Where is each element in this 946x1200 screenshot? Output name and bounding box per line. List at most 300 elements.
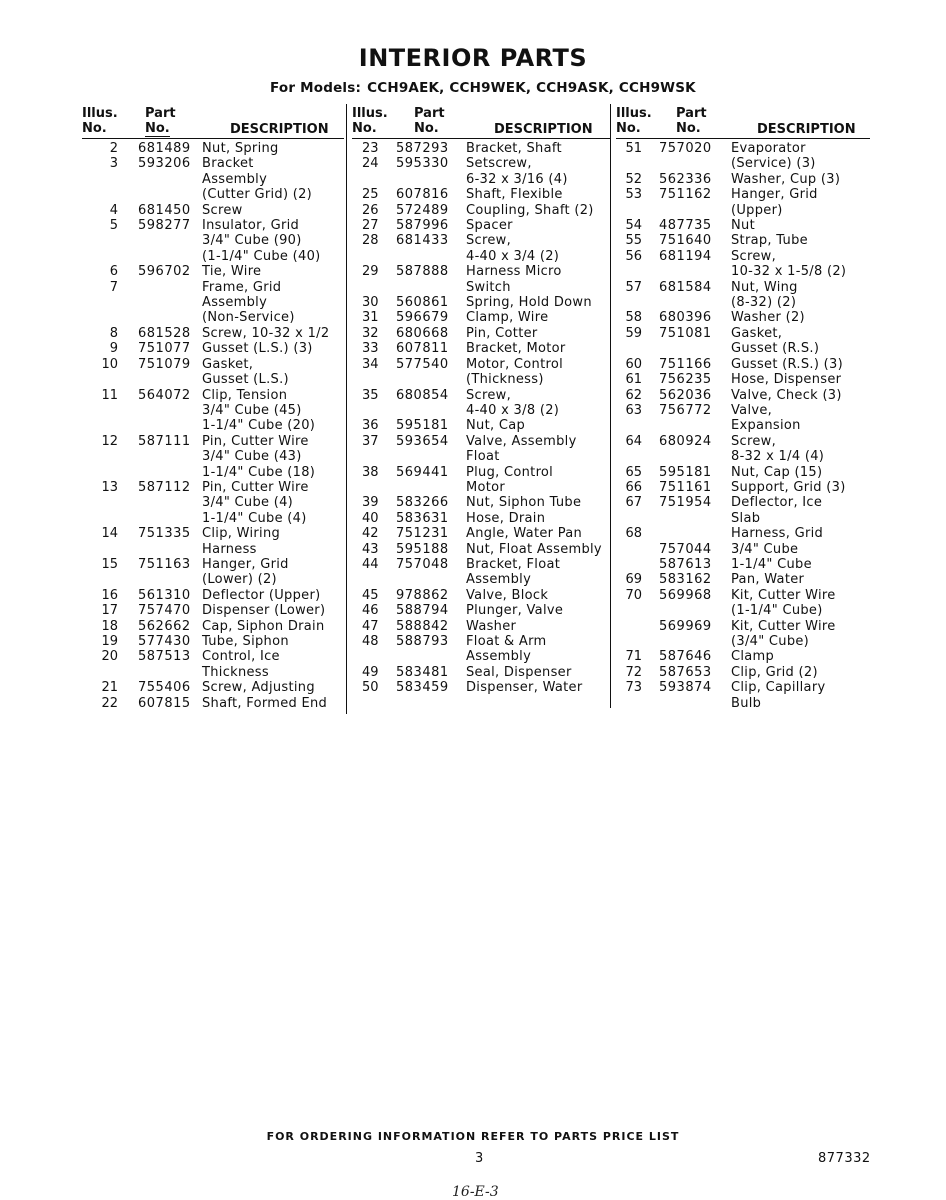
part-description: Nut, Cap (15) — [731, 464, 823, 480]
illus-number: 63 — [625, 402, 642, 418]
parts-row — [616, 326, 870, 341]
part-description: Pan, Water — [731, 572, 805, 588]
part-number: 569441 — [396, 464, 449, 480]
part-number: 595181 — [396, 418, 449, 434]
part-description: Pin, Cutter Wire — [202, 479, 309, 495]
part-description: Spring, Hold Down — [466, 295, 592, 311]
parts-row — [352, 326, 610, 341]
parts-row — [616, 372, 870, 387]
illus-number — [82, 542, 121, 557]
illus-number: 45 — [362, 587, 379, 603]
illus-number: 42 — [362, 526, 379, 542]
part-description: Bracket — [202, 156, 254, 172]
parts-row — [352, 619, 610, 634]
parts-row — [82, 557, 344, 572]
part-number: 572489 — [396, 202, 449, 218]
illus-number: 65 — [625, 464, 642, 480]
description-header: DESCRIPTION — [494, 122, 593, 137]
parts-row — [82, 295, 344, 310]
part-description: Nut — [731, 218, 755, 234]
document-number: 877332 — [818, 1151, 871, 1166]
parts-row — [352, 249, 610, 264]
parts-row — [352, 649, 610, 664]
parts-row — [82, 511, 344, 526]
illus-number: 72 — [625, 664, 642, 680]
illus-number: 58 — [625, 310, 642, 326]
part-number: 681433 — [396, 233, 449, 249]
illus-number: 29 — [362, 264, 379, 280]
part-number: 583631 — [396, 510, 449, 526]
part-description: Insulator, Grid — [202, 218, 300, 234]
part-number — [121, 249, 202, 264]
part-description: Pin, Cutter Wire — [202, 433, 309, 449]
part-number — [384, 449, 466, 464]
illus-number — [616, 696, 642, 711]
part-description: 1-1/4" Cube (20) — [202, 418, 316, 434]
part-number: 607816 — [396, 187, 449, 203]
parts-row — [82, 465, 344, 480]
part-description: 4-40 x 3/8 (2) — [466, 402, 560, 418]
part-number — [121, 172, 202, 187]
illus-number — [82, 449, 121, 464]
illus-number: 22 — [101, 695, 118, 711]
part-number: 587888 — [396, 264, 449, 280]
part-description: Harness — [202, 541, 257, 557]
part-number: 562662 — [138, 618, 191, 634]
part-description: 8-32 x 1/4 (4) — [731, 449, 825, 465]
part-number — [121, 511, 202, 526]
part-description: Pin, Cotter — [466, 325, 538, 341]
illus-number: 14 — [101, 526, 118, 542]
description-header: DESCRIPTION — [230, 122, 329, 137]
part-number: 751079 — [138, 356, 191, 372]
part-description: Plug, Control — [466, 464, 554, 480]
parts-row — [616, 603, 870, 618]
part-description: (Cutter Grid) (2) — [202, 187, 313, 203]
illus-number: 57 — [625, 279, 642, 295]
parts-row — [352, 542, 610, 557]
parts-row — [82, 603, 344, 618]
part-description: Gusset (R.S.) (3) — [731, 356, 843, 372]
parts-row — [82, 434, 344, 449]
part-number — [642, 696, 731, 711]
part-number — [642, 264, 731, 279]
illus-number — [82, 495, 121, 510]
part-description: Tube, Siphon — [202, 634, 289, 649]
part-description: Clip, Wiring — [202, 526, 281, 542]
part-number: 680924 — [659, 433, 712, 449]
illus-number — [616, 619, 642, 634]
parts-row — [82, 280, 344, 295]
illus-number: 59 — [625, 325, 642, 341]
part-number: 751166 — [659, 356, 712, 372]
parts-row — [82, 203, 344, 218]
part-description: Bracket, Shaft — [466, 141, 562, 156]
part-number: 564072 — [138, 387, 191, 403]
illus-number — [616, 511, 642, 526]
parts-row — [82, 619, 344, 634]
part-description: Bulb — [731, 695, 762, 711]
illus-number: 32 — [362, 325, 379, 341]
parts-row — [616, 511, 870, 526]
part-number — [384, 372, 466, 387]
parts-row — [82, 403, 344, 418]
illus-number: 36 — [362, 418, 379, 434]
part-description: (Service) (3) — [731, 156, 816, 172]
models-subtitle — [270, 80, 696, 96]
illus-number: 73 — [625, 680, 642, 696]
parts-row — [616, 357, 870, 372]
part-number: 587653 — [659, 664, 712, 680]
parts-row — [352, 418, 610, 433]
part-description: Screw, — [731, 248, 777, 264]
illus-number — [82, 511, 121, 526]
illus-number — [616, 295, 642, 310]
part-number: 588793 — [396, 634, 449, 649]
parts-row — [82, 172, 344, 187]
illus-number — [616, 542, 642, 557]
part-description: Screw, — [466, 387, 512, 403]
part-number: 587613 — [659, 556, 712, 572]
part-number: 587293 — [396, 141, 449, 156]
parts-row — [616, 249, 870, 264]
parts-row — [82, 341, 344, 356]
parts-row — [616, 588, 870, 603]
ordering-footer: FOR ORDERING INFORMATION REFER TO PARTS PRICE LIST — [266, 1130, 680, 1143]
parts-row — [82, 680, 344, 695]
illus-number — [616, 603, 642, 618]
parts-row — [82, 649, 344, 664]
parts-row — [352, 310, 610, 325]
parts-row — [352, 280, 610, 295]
part-description: Cap, Siphon Drain — [202, 618, 325, 634]
part-description: 3/4" Cube — [731, 541, 799, 557]
part-description: (1-1/4" Cube) — [731, 603, 823, 619]
illus-number — [352, 649, 384, 664]
part-description: Clip, Tension — [202, 387, 288, 403]
parts-row — [352, 634, 610, 649]
part-number: 757470 — [138, 603, 191, 619]
part-number: 681584 — [659, 279, 712, 295]
illus-number — [616, 557, 642, 572]
part-description: Gasket, — [202, 356, 254, 372]
part-number: 607811 — [396, 341, 449, 357]
illus-number — [82, 403, 121, 418]
part-description: (1-1/4" Cube (40) — [202, 248, 321, 264]
parts-row — [616, 264, 870, 279]
part-number — [384, 172, 466, 187]
parts-row — [616, 403, 870, 418]
part-number: 680668 — [396, 325, 449, 341]
part-description: 3/4" Cube (43) — [202, 449, 302, 465]
illus-number — [82, 310, 121, 325]
part-description: Setscrew, — [466, 156, 532, 172]
part-number: 596679 — [396, 310, 449, 326]
part-description: Control, Ice — [202, 649, 280, 665]
parts-row — [82, 187, 344, 202]
parts-row — [616, 696, 870, 711]
part-number: 587646 — [659, 649, 712, 665]
parts-row — [352, 603, 610, 618]
illus-number: 54 — [625, 218, 642, 234]
parts-row — [616, 526, 870, 541]
part-description: Washer — [466, 618, 517, 634]
illus-number — [82, 233, 121, 248]
parts-row — [352, 233, 610, 248]
parts-row — [82, 141, 344, 156]
parts-row — [82, 588, 344, 603]
part-number: 587112 — [138, 479, 191, 495]
part-number: 560861 — [396, 295, 449, 311]
part-description: Expansion — [731, 418, 801, 434]
part-number: 751162 — [659, 187, 712, 203]
illus-number: 21 — [101, 680, 118, 696]
part-number — [642, 634, 731, 649]
part-description: Valve, Check (3) — [731, 387, 842, 403]
illus-number: 6 — [109, 264, 118, 280]
parts-row — [352, 511, 610, 526]
illus-number: 4 — [109, 202, 118, 218]
part-number: 756772 — [659, 402, 712, 418]
part-number: 681194 — [659, 248, 712, 264]
part-number — [121, 449, 202, 464]
parts-row — [616, 388, 870, 403]
part-number — [642, 449, 731, 464]
parts-row — [352, 495, 610, 510]
part-number: 487735 — [659, 218, 712, 234]
parts-row — [82, 418, 344, 433]
parts-row — [616, 680, 870, 695]
part-description: Slab — [731, 510, 761, 526]
part-number — [121, 465, 202, 480]
illus-number — [616, 341, 642, 356]
parts-row — [82, 310, 344, 325]
part-description: Plunger, Valve — [466, 603, 564, 619]
parts-row — [616, 649, 870, 664]
parts-row — [352, 203, 610, 218]
part-description: Clamp, Wire — [466, 310, 549, 326]
parts-row — [352, 341, 610, 356]
parts-row — [352, 172, 610, 187]
page-title: INTERIOR PARTS — [358, 44, 588, 72]
part-number: 583481 — [396, 664, 449, 680]
parts-row — [616, 434, 870, 449]
part-description: Clip, Grid (2) — [731, 664, 818, 680]
parts-row — [616, 203, 870, 218]
part-description: Hose, Dispenser — [731, 372, 842, 388]
part-number: 751161 — [659, 479, 712, 495]
part-number: 587996 — [396, 218, 449, 234]
illus-number: 35 — [362, 387, 379, 403]
part-description: Nut, Wing — [731, 279, 798, 295]
part-description: Tie, Wire — [202, 264, 262, 280]
parts-row — [82, 233, 344, 248]
parts-row — [616, 187, 870, 202]
part-description: Washer, Cup (3) — [731, 171, 841, 187]
part-number: 681450 — [138, 202, 191, 218]
part-number: 595181 — [659, 464, 712, 480]
parts-column-3 — [616, 104, 870, 711]
part-description: Hose, Drain — [466, 510, 546, 526]
part-description: Float — [466, 449, 500, 465]
parts-row — [82, 526, 344, 541]
part-description: 10-32 x 1-5/8 (2) — [731, 264, 847, 280]
part-description: Assembly — [202, 295, 268, 311]
part-description: Bracket, Motor — [466, 341, 566, 357]
parts-row — [352, 572, 610, 587]
illus-number: 64 — [625, 433, 642, 449]
part-description: Motor, Control — [466, 356, 564, 372]
illus-number: 68 — [625, 526, 642, 542]
part-number — [384, 572, 466, 587]
illus-number: 66 — [625, 479, 642, 495]
part-number — [121, 310, 202, 325]
illus-number: 50 — [362, 680, 379, 696]
parts-column-1 — [82, 104, 344, 711]
illus-number — [352, 572, 384, 587]
parts-row — [352, 187, 610, 202]
parts-row — [616, 418, 870, 433]
part-number — [121, 280, 202, 295]
part-description: (Lower) (2) — [202, 572, 277, 588]
illus-number: 37 — [362, 433, 379, 449]
part-description: Screw, — [731, 433, 777, 449]
part-description: 1-1/4" Cube (18) — [202, 464, 316, 480]
part-number: 751231 — [396, 526, 449, 542]
illus-number: 67 — [625, 495, 642, 511]
part-description: 4-40 x 3/4 (2) — [466, 248, 560, 264]
part-description: Assembly — [466, 572, 532, 588]
illus-number: 69 — [625, 572, 642, 588]
part-description: (8-32) (2) — [731, 295, 797, 311]
parts-row — [82, 480, 344, 495]
column-header: Illus. No. Part No. DESCRIPTION — [352, 104, 610, 139]
illus-number — [82, 172, 121, 187]
part-description: Hanger, Grid — [202, 556, 289, 572]
illus-number: 38 — [362, 464, 379, 480]
illus-number: 30 — [362, 295, 379, 311]
illus-number — [82, 372, 121, 387]
illus-number — [616, 203, 642, 218]
part-description: Gusset (L.S.) — [202, 372, 289, 388]
part-description: Nut, Spring — [202, 141, 279, 156]
illus-number — [616, 156, 642, 171]
part-description: Evaporator — [731, 141, 806, 156]
parts-row — [616, 557, 870, 572]
part-number — [642, 341, 731, 356]
illus-number: 17 — [101, 603, 118, 619]
illus-number: 5 — [109, 218, 118, 234]
illus-number: 19 — [101, 634, 118, 649]
illus-number — [82, 295, 121, 310]
part-description: Screw, Adjusting — [202, 680, 315, 696]
column-header: Illus. No. Part No. DESCRIPTION — [616, 104, 870, 139]
part-description: Harness Micro — [466, 264, 562, 280]
parts-row — [352, 264, 610, 279]
illus-number — [616, 449, 642, 464]
part-number: 757044 — [659, 541, 712, 557]
part-number — [384, 649, 466, 664]
parts-column-2 — [352, 104, 610, 696]
part-description: 6-32 x 3/16 (4) — [466, 171, 568, 187]
part-number: 680396 — [659, 310, 712, 326]
part-number — [121, 187, 202, 202]
part-number: 751640 — [659, 233, 712, 249]
illus-number: 31 — [362, 310, 379, 326]
illus-number: 11 — [101, 387, 118, 403]
part-number: 561310 — [138, 587, 191, 603]
illus-number: 40 — [362, 510, 379, 526]
part-description: Spacer — [466, 218, 513, 234]
part-number: 569969 — [659, 618, 712, 634]
parts-row — [352, 295, 610, 310]
illus-number: 25 — [362, 187, 379, 203]
part-description: Hanger, Grid — [731, 187, 818, 203]
parts-row — [352, 357, 610, 372]
illus-number: 61 — [625, 372, 642, 388]
part-number: 583162 — [659, 572, 712, 588]
illus-number: 8 — [109, 325, 118, 341]
part-number: 588842 — [396, 618, 449, 634]
part-description: Kit, Cutter Wire — [731, 618, 836, 634]
part-number: 755406 — [138, 680, 191, 696]
part-number: 562336 — [659, 171, 712, 187]
parts-row — [352, 434, 610, 449]
illus-number: 56 — [625, 248, 642, 264]
illus-number: 70 — [625, 587, 642, 603]
parts-rows — [82, 141, 344, 711]
part-number: 751081 — [659, 325, 712, 341]
part-description: (Upper) — [731, 202, 783, 218]
part-number — [121, 495, 202, 510]
illus-number: 3 — [109, 156, 118, 172]
part-number — [121, 233, 202, 248]
part-number: 598277 — [138, 218, 191, 234]
part-description: Dispenser (Lower) — [202, 603, 326, 619]
part-number — [121, 372, 202, 387]
part-description: Kit, Cutter Wire — [731, 587, 836, 603]
part-description: Assembly — [466, 649, 532, 665]
parts-row — [616, 465, 870, 480]
part-description: Deflector (Upper) — [202, 587, 321, 603]
part-number: 757048 — [396, 556, 449, 572]
part-description: 3/4" Cube (4) — [202, 495, 294, 511]
part-description: Shaft, Formed End — [202, 695, 328, 711]
part-number — [121, 295, 202, 310]
part-description: Coupling, Shaft (2) — [466, 202, 594, 218]
part-description: Shaft, Flexible — [466, 187, 563, 203]
parts-row — [616, 495, 870, 510]
part-description: Deflector, Ice — [731, 495, 823, 511]
illus-number: 60 — [625, 356, 642, 372]
parts-row — [352, 388, 610, 403]
illus-number: 39 — [362, 495, 379, 511]
part-number: 569968 — [659, 587, 712, 603]
part-number: 562036 — [659, 387, 712, 403]
part-description: Gusset (R.S.) — [731, 341, 820, 357]
part-description: Dispenser, Water — [466, 680, 583, 696]
part-description: Switch — [466, 279, 511, 295]
parts-row — [82, 388, 344, 403]
part-description: Strap, Tube — [731, 233, 808, 249]
column-divider — [610, 104, 611, 708]
models-list: CCH9AEK, CCH9WEK, CCH9ASK, CCH9WSK — [367, 80, 696, 96]
parts-row — [82, 572, 344, 587]
illus-number — [352, 480, 384, 495]
parts-rows — [352, 141, 610, 696]
part-number: 978862 — [396, 587, 449, 603]
part-number: 757020 — [659, 141, 712, 156]
